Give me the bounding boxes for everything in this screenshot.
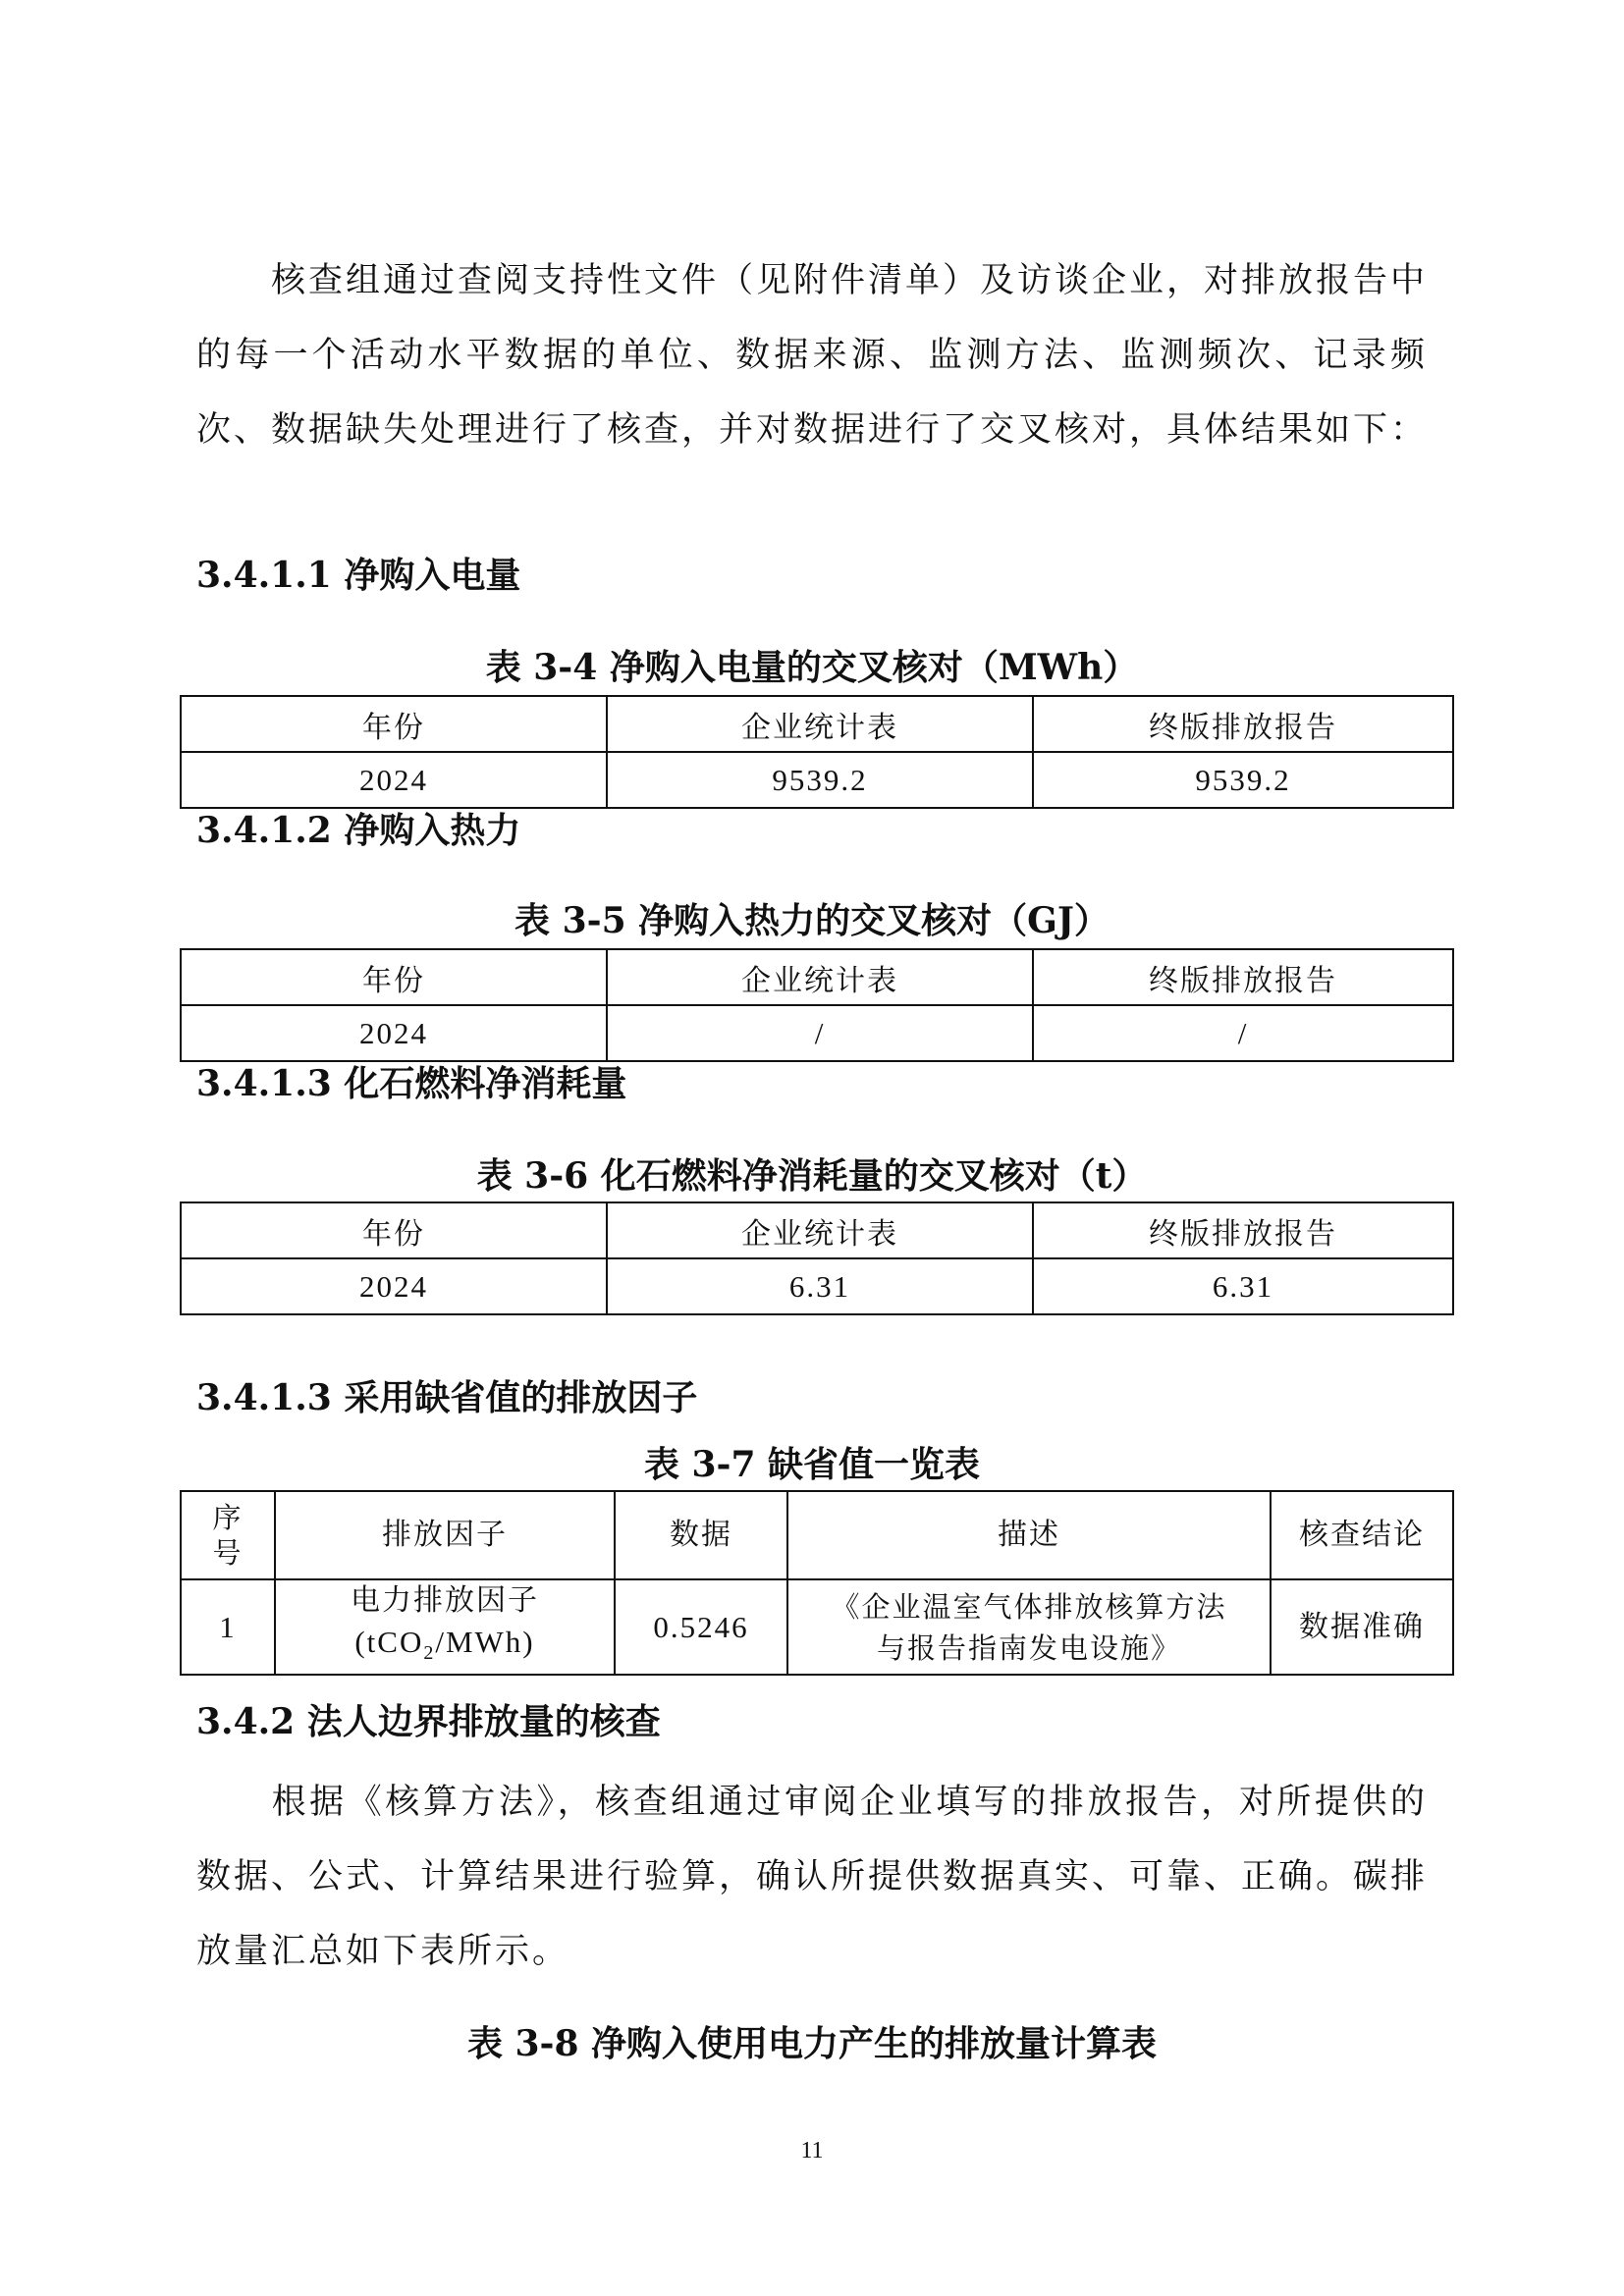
table-caption-3-5: 表 3-5 净购入热力的交叉核对（GJ） [514,900,1110,941]
header-final-report: 终版排放报告 [1033,696,1453,752]
table-header-row [181,696,1453,752]
table-header-row [181,1491,1453,1579]
header-enterprise-stats: 企业统计表 [607,696,1033,752]
factor-unit: (tCO$_2$/MWh) [354,1625,535,1665]
cell-final-report: / [1033,1005,1453,1061]
cell-seq: 1 [181,1579,275,1675]
cell-final-report: 9539.2 [1033,752,1453,808]
description-line-1: 《企业温室气体排放核算方法 [831,1589,1227,1624]
section-heading-3-4-1-3: 3.4.1.3 化石燃料净消耗量 [196,1063,627,1104]
table-row [181,752,1453,808]
header-conclusion: 核查结论 [1271,1491,1453,1579]
table-caption-3-8: 表 3-8 净购入使用电力产生的排放量计算表 [466,2023,1158,2064]
header-seq: 序号 [181,1491,275,1579]
cell-conclusion: 数据准确 [1271,1579,1453,1675]
table-caption-3-6: 表 3-6 化石燃料净消耗量的交叉核对（t） [476,1155,1148,1197]
header-enterprise-stats: 企业统计表 [607,1202,1033,1258]
intro-paragraph: 核查组通过查阅支持性文件（见附件清单）及访谈企业，对排放报告中的每一个活动水平数据的单位、数据来源、监测方法、监测频次、记录频次、数据缺失处理进行了核查，并对数据进行了交叉核对，具体结果如下： [196,261,1429,450]
table-row [181,1258,1453,1314]
table-header-row [181,1202,1453,1258]
section-heading-3-4-1-1: 3.4.1.1 净购入电量 [196,555,521,596]
table-caption-3-7: 表 3-7 缺省值一览表 [643,1444,981,1485]
cell-value: 0.5246 [615,1579,787,1675]
section-heading-default-factors: 3.4.1.3 采用缺省值的排放因子 [196,1377,698,1418]
section-heading-3-4-1-2: 3.4.1.2 净购入热力 [196,810,521,851]
header-emission-factor: 排放因子 [275,1491,615,1579]
verification-paragraph: 根据《核算方法》，核查组通过审阅企业填写的排放报告，对所提供的数据、公式、计算结果进行验算，确认所提供数据真实、可靠、正确。碳排放量汇总如下表所示。 [196,1783,1429,1971]
header-year: 年份 [181,696,607,752]
page-number: 11 [800,2138,824,2163]
cell-final-report: 6.31 [1033,1258,1453,1314]
factor-name: 电力排放因子 [351,1583,539,1618]
header-final-report: 终版排放报告 [1033,1202,1453,1258]
cell-year: 2024 [181,1258,607,1314]
header-final-report: 终版排放报告 [1033,949,1453,1005]
header-enterprise-stats: 企业统计表 [607,949,1033,1005]
table-caption-3-4: 表 3-4 净购入电量的交叉核对（MWh） [485,647,1139,688]
header-data: 数据 [615,1491,787,1579]
table-row [181,1579,1453,1675]
table-3-7 [180,1490,1454,1676]
cell-emission-factor [275,1579,615,1675]
table-row [181,1005,1453,1061]
description-line-2: 与报告指南发电设施》 [876,1630,1181,1665]
cell-description [787,1579,1271,1675]
header-description: 描述 [787,1491,1271,1579]
table-header-row [181,949,1453,1005]
cell-year: 2024 [181,752,607,808]
table-3-4 [180,695,1454,809]
header-year: 年份 [181,949,607,1005]
cell-enterprise-stats: 6.31 [607,1258,1033,1314]
header-year: 年份 [181,1202,607,1258]
table-3-6 [180,1201,1454,1315]
cell-year: 2024 [181,1005,607,1061]
section-heading-3-4-2: 3.4.2 法人边界排放量的核查 [196,1701,661,1742]
cell-enterprise-stats: 9539.2 [607,752,1033,808]
table-3-5 [180,948,1454,1062]
cell-enterprise-stats: / [607,1005,1033,1061]
